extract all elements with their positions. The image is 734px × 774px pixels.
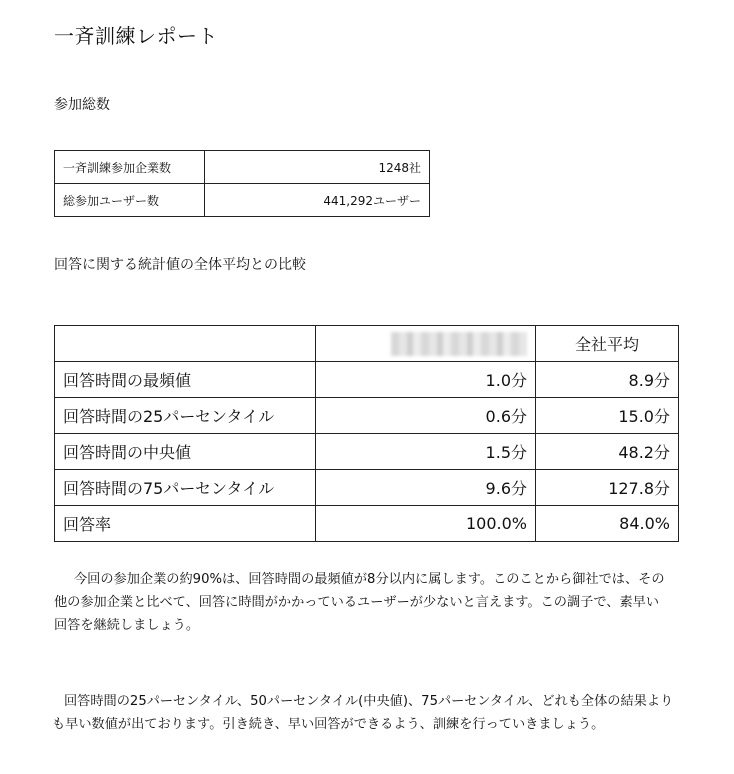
stats-heading: 回答に関する統計値の全体平均との比較	[54, 257, 306, 273]
metric-cell: 回答率	[55, 506, 316, 542]
summary-paragraph-percentiles: 回答時間の25パーセンタイル、50パーセンタイル(中央値)、75パーセンタイル、どれも全体の結果よりも早い数値が出ております。引き続き、早い回答ができるよう、訓練を行っていきましょう。	[52, 694, 674, 732]
all-average-value-cell: 15.0分	[536, 398, 679, 434]
page-title: 一斉訓練レポート	[54, 24, 218, 48]
table-row	[55, 398, 679, 434]
redacted-company-name	[391, 332, 527, 356]
metric-cell: 回答時間の最頻値	[55, 362, 316, 398]
company-column-header	[316, 326, 536, 362]
stats-comparison-table	[54, 325, 679, 542]
participants-table	[54, 150, 430, 217]
participating-companies-value: 1248社	[205, 151, 430, 184]
all-average-value-cell: 84.0%	[536, 506, 679, 542]
company-value-cell: 9.6分	[316, 470, 536, 506]
company-value-cell: 100.0%	[316, 506, 536, 542]
table-row	[55, 506, 679, 542]
all-average-column-header: 全社平均	[536, 326, 679, 362]
company-value-cell: 1.0分	[316, 362, 536, 398]
table-row	[55, 184, 430, 217]
summary-paragraph-mode: 今回の参加企業の約90%は、回答時間の最頻値が8分以内に属します。このことから御社では、その他の参加企業と比べて、回答に時間がかかっているユーザーが少ないと言えます。この調子で、素早い回答を継続しましょう。	[54, 572, 665, 633]
table-row	[55, 470, 679, 506]
all-average-value-cell: 48.2分	[536, 434, 679, 470]
all-average-value-cell: 127.8分	[536, 470, 679, 506]
table-row	[55, 151, 430, 184]
all-average-value-cell: 8.9分	[536, 362, 679, 398]
metric-cell: 回答時間の25パーセンタイル	[55, 398, 316, 434]
metric-column-header	[55, 326, 316, 362]
table-row	[55, 434, 679, 470]
total-users-label: 総参加ユーザー数	[55, 184, 205, 217]
company-value-cell: 1.5分	[316, 434, 536, 470]
metric-cell: 回答時間の75パーセンタイル	[55, 470, 316, 506]
participants-heading: 参加総数	[54, 97, 110, 113]
participating-companies-label: 一斉訓練参加企業数	[55, 151, 205, 184]
metric-cell: 回答時間の中央値	[55, 434, 316, 470]
company-value-cell: 0.6分	[316, 398, 536, 434]
table-row	[55, 362, 679, 398]
total-users-value: 441,292ユーザー	[205, 184, 430, 217]
table-header-row	[55, 326, 679, 362]
